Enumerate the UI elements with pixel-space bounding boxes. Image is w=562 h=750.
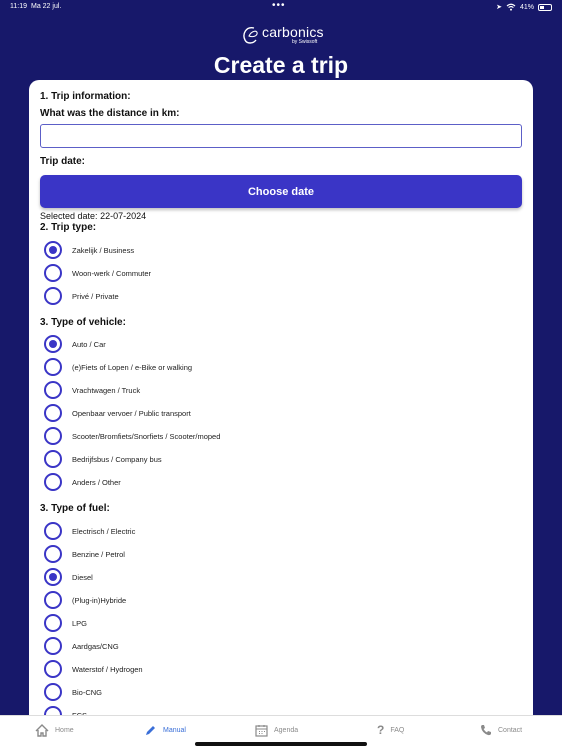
vehicle-type-option[interactable] bbox=[44, 473, 121, 491]
tab-home-label: Home bbox=[55, 726, 74, 734]
carbonics-logo bbox=[240, 24, 340, 48]
vehicle-type-option[interactable] bbox=[44, 427, 220, 445]
vehicle-type-option-label: Bedrijfsbus / Company bus bbox=[72, 454, 162, 464]
fuel-type-option[interactable] bbox=[44, 614, 87, 632]
tab-faq[interactable] bbox=[377, 722, 404, 738]
vehicle-type-radio[interactable] bbox=[44, 473, 62, 491]
fuel-type-radio[interactable] bbox=[44, 683, 62, 701]
fuel-type-radio[interactable] bbox=[44, 591, 62, 609]
fuel-type-radio[interactable] bbox=[44, 614, 62, 632]
tab-contact-label: Contact bbox=[498, 726, 523, 734]
fuel-type-title: 3. Type of fuel: bbox=[40, 503, 110, 514]
fuel-type-radio[interactable] bbox=[44, 637, 62, 655]
distance-label: What was the distance in km: bbox=[40, 108, 180, 119]
fuel-type-option-label: Diesel bbox=[72, 572, 93, 582]
vehicle-type-option[interactable] bbox=[44, 450, 162, 468]
choose-date-button[interactable]: Choose date bbox=[40, 175, 522, 208]
vehicle-type-option-label: Anders / Other bbox=[72, 477, 121, 487]
selected-date bbox=[40, 211, 146, 221]
home-icon bbox=[35, 724, 49, 737]
phone-icon bbox=[480, 724, 492, 736]
logo-subtitle: by Swissoft bbox=[292, 39, 318, 45]
fuel-type-option-label: (Plug-in)Hybride bbox=[72, 595, 127, 605]
tab-manual-label: Manual bbox=[163, 726, 186, 734]
status-bar bbox=[0, 0, 562, 14]
status-right bbox=[496, 3, 552, 11]
trip-type-option-label: Privé / Private bbox=[72, 291, 119, 301]
status-date: Ma 22 jul. bbox=[31, 3, 62, 10]
tab-faq-label: FAQ bbox=[390, 726, 405, 734]
fuel-type-radio[interactable] bbox=[44, 660, 62, 678]
fuel-type-radio[interactable] bbox=[44, 545, 62, 563]
fuel-type-option[interactable] bbox=[44, 591, 126, 609]
fuel-type-radio[interactable] bbox=[44, 568, 62, 586]
tab-agenda-label: Agenda bbox=[274, 726, 299, 734]
vehicle-type-radio[interactable] bbox=[44, 450, 62, 468]
fuel-type-radio[interactable] bbox=[44, 522, 62, 540]
tab-agenda[interactable] bbox=[255, 722, 298, 738]
vehicle-type-option-label: Openbaar vervoer / Public transport bbox=[72, 408, 191, 418]
trip-type-option-label: Zakelijk / Business bbox=[72, 245, 135, 255]
logo-wordmark: carbonics bbox=[262, 24, 324, 40]
vehicle-type-option[interactable] bbox=[44, 381, 140, 399]
vehicle-type-option-label: Auto / Car bbox=[72, 339, 106, 349]
vehicle-type-radio[interactable] bbox=[44, 335, 62, 353]
vehicle-type-option[interactable] bbox=[44, 404, 191, 422]
fuel-type-option[interactable] bbox=[44, 660, 143, 678]
fuel-type-option-label: Benzine / Petrol bbox=[72, 549, 125, 559]
multitasking-dots-icon[interactable]: ••• bbox=[272, 0, 286, 11]
fuel-type-option-label: Aardgas/CNG bbox=[72, 641, 119, 651]
trip-date-label: Trip date: bbox=[40, 156, 86, 167]
trip-type-title: 2. Trip type: bbox=[40, 222, 97, 233]
battery-percentage: 41% bbox=[519, 3, 534, 11]
pencil-icon bbox=[144, 724, 157, 737]
trip-information-title: 1. Trip information: bbox=[40, 91, 131, 102]
question-mark-icon: ? bbox=[377, 723, 385, 737]
trip-type-option-label: Woon-werk / Commuter bbox=[72, 268, 152, 278]
trip-type-option[interactable] bbox=[44, 241, 134, 259]
vehicle-type-option[interactable] bbox=[44, 335, 106, 353]
carbonics-leaf-icon bbox=[240, 24, 262, 48]
vehicle-type-option-label: (e)Fiets of Lopen / e-Bike or walking bbox=[72, 362, 193, 372]
distance-input[interactable] bbox=[40, 124, 522, 148]
fuel-type-option-label: Waterstof / Hydrogen bbox=[72, 664, 143, 674]
trip-type-option[interactable] bbox=[44, 264, 151, 282]
vehicle-type-title: 3. Type of vehicle: bbox=[40, 317, 126, 328]
trip-type-radio[interactable] bbox=[44, 241, 62, 259]
wifi-icon bbox=[506, 3, 516, 11]
fuel-type-option-label: Bio-CNG bbox=[72, 687, 103, 697]
page-title: Create a trip bbox=[213, 52, 349, 78]
selected-date-prefix: Selected date: bbox=[40, 211, 98, 221]
fuel-type-option[interactable] bbox=[44, 522, 135, 540]
trip-form-card bbox=[29, 80, 533, 740]
calendar-icon bbox=[255, 724, 268, 737]
status-time: 11:19 bbox=[10, 3, 27, 10]
vehicle-type-radio[interactable] bbox=[44, 404, 62, 422]
location-icon: ➤ bbox=[496, 4, 502, 11]
fuel-type-option[interactable] bbox=[44, 545, 125, 563]
battery-icon bbox=[538, 4, 552, 11]
tab-contact[interactable] bbox=[480, 722, 522, 738]
vehicle-type-radio[interactable] bbox=[44, 427, 62, 445]
home-indicator[interactable] bbox=[195, 742, 367, 746]
fuel-type-option[interactable] bbox=[44, 637, 119, 655]
trip-type-radio[interactable] bbox=[44, 264, 62, 282]
tab-home[interactable] bbox=[35, 722, 74, 738]
trip-type-option[interactable] bbox=[44, 287, 119, 305]
vehicle-type-option-label: Vrachtwagen / Truck bbox=[72, 385, 141, 395]
vehicle-type-option[interactable] bbox=[44, 358, 192, 376]
fuel-type-option-label: LPG bbox=[72, 618, 88, 628]
vehicle-type-radio[interactable] bbox=[44, 381, 62, 399]
tab-manual[interactable] bbox=[144, 722, 186, 738]
selected-date-value: 22-07-2024 bbox=[100, 211, 147, 221]
trip-type-radio[interactable] bbox=[44, 287, 62, 305]
fuel-type-option-label: Electrisch / Electric bbox=[72, 526, 136, 536]
fuel-type-option[interactable] bbox=[44, 683, 102, 701]
vehicle-type-radio[interactable] bbox=[44, 358, 62, 376]
fuel-type-option[interactable] bbox=[44, 568, 93, 586]
vehicle-type-option-label: Scooter/Bromfiets/Snorfiets / Scooter/moped bbox=[72, 431, 221, 441]
